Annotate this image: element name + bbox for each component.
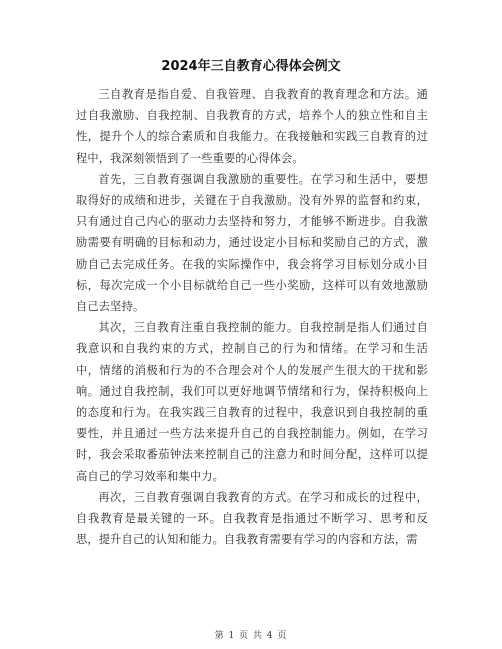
paragraph-second: 其次，三自教育注重自我控制的能力。自我控制是指人们通过自我意识和自我约束的方式，控制自己的行为和情绪。在学习和生活中，情绪的消极和行为的不合理会对个人的发展产生很大的干扰和影响。通过自我控制，我们可以更好地调节情绪和行为，保持积极向上的态度和行为。在我实践三自教育的过程中，我意识到自我控制的重要性，并且通过一些方法来提升自己的自我控制能力。例如，在学习时，我会采取番茄钟法来控制自己的注意力和时间分配，这样可以提高自己的学习效率和集中力。 xyxy=(76,321,428,483)
paragraph-first: 首先，三自教育强调自我激励的重要性。在学习和生活中，要想取得好的成绩和进步，关键在于自我激励。没有外界的监督和约束，只有通过自己内心的驱动力去坚持和努力，才能够不断进步。自我激励需要有明确的目标和动力，通过设定小目标和奖励自己的方式，激励自己去完成任务。在我的实际操作中，我会将学习目标划分成小目标，每次完成一个小目标就给自己一些小奖励，这样可以有效地激励自己去坚持。 xyxy=(76,172,428,314)
document-body xyxy=(76,84,428,550)
document-title: 2024年三自教育心得体会例文 xyxy=(161,59,341,74)
paragraph-third: 再次，三自教育强调自我教育的方式。在学习和成长的过程中，自我教育是最关键的一环。自我教育是指通过不断学习、思考和反思，提升自己的认知和能力。自我教育需要有学习的内容和方法，需 xyxy=(76,490,428,547)
paragraph-intro: 三自教育是指自爱、自我管理、自我教育的教育理念和方法。通过自我激励、自我控制、自我教育的方式，培养个人的独立性和自主性，提升个人的综合素质和自我能力。在我接触和实践三自教育的过程中，我深刻领悟到了一些重要的心得体会。 xyxy=(76,88,428,165)
page-number-footer: 第 1 页 共 4 页 xyxy=(214,631,288,641)
